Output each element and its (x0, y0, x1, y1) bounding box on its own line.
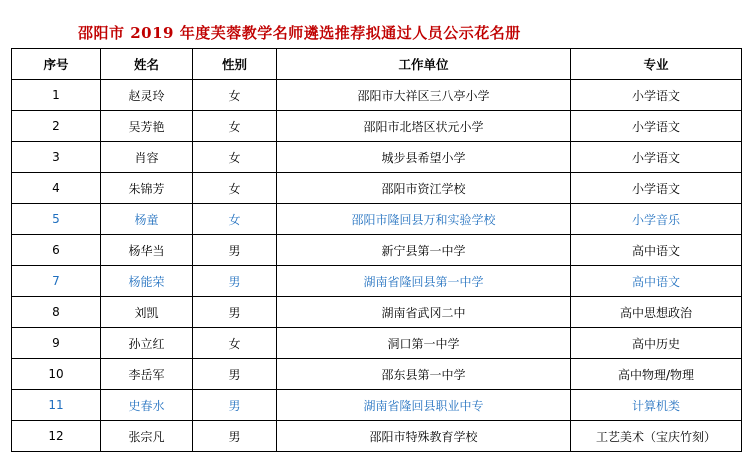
cell-gender: 男 (193, 235, 277, 266)
header-name: 姓名 (101, 49, 193, 80)
cell-major: 小学音乐 (571, 204, 742, 235)
cell-no: 12 (12, 421, 101, 452)
table-row (12, 173, 742, 204)
cell-gender: 男 (193, 297, 277, 328)
cell-major: 工艺美术（宝庆竹刻） (571, 421, 742, 452)
cell-gender: 男 (193, 390, 277, 421)
cell-name: 肖容 (101, 142, 193, 173)
cell-gender: 女 (193, 142, 277, 173)
cell-no: 6 (12, 235, 101, 266)
cell-unit: 邵阳市大祥区三八亭小学 (277, 80, 571, 111)
cell-gender: 女 (193, 328, 277, 359)
cell-major: 小学语文 (571, 80, 742, 111)
table-row (12, 266, 742, 297)
header-no: 序号 (12, 49, 101, 80)
roster-table (11, 48, 742, 452)
cell-major: 小学语文 (571, 142, 742, 173)
cell-unit: 新宁县第一中学 (277, 235, 571, 266)
table-row (12, 390, 742, 421)
table-row (12, 142, 742, 173)
cell-gender: 男 (193, 359, 277, 390)
cell-unit: 邵阳市隆回县万和实验学校 (277, 204, 571, 235)
cell-no: 10 (12, 359, 101, 390)
cell-major: 高中物理/物理 (571, 359, 742, 390)
cell-no: 8 (12, 297, 101, 328)
cell-unit: 邵东县第一中学 (277, 359, 571, 390)
cell-major: 高中历史 (571, 328, 742, 359)
cell-no: 2 (12, 111, 101, 142)
table-row (12, 80, 742, 111)
cell-major: 高中思想政治 (571, 297, 742, 328)
cell-name: 孙立红 (101, 328, 193, 359)
table-row (12, 111, 742, 142)
table-row (12, 328, 742, 359)
cell-name: 刘凯 (101, 297, 193, 328)
cell-name: 赵灵玲 (101, 80, 193, 111)
cell-no: 1 (12, 80, 101, 111)
cell-major: 计算机类 (571, 390, 742, 421)
cell-no: 11 (12, 390, 101, 421)
cell-name: 史春水 (101, 390, 193, 421)
cell-unit: 洞口第一中学 (277, 328, 571, 359)
cell-gender: 女 (193, 111, 277, 142)
cell-no: 9 (12, 328, 101, 359)
cell-unit: 湖南省隆回县第一中学 (277, 266, 571, 297)
header-gender: 性别 (193, 49, 277, 80)
cell-gender: 女 (193, 80, 277, 111)
cell-no: 7 (12, 266, 101, 297)
cell-gender: 女 (193, 173, 277, 204)
table-row (12, 204, 742, 235)
cell-major: 高中语文 (571, 266, 742, 297)
cell-name: 朱锦芳 (101, 173, 193, 204)
cell-gender: 女 (193, 204, 277, 235)
cell-unit: 城步县希望小学 (277, 142, 571, 173)
cell-no: 4 (12, 173, 101, 204)
cell-name: 杨童 (101, 204, 193, 235)
header-row (12, 49, 742, 80)
cell-major: 小学语文 (571, 173, 742, 204)
cell-unit: 邵阳市特殊教育学校 (277, 421, 571, 452)
document-title: 邵阳市 2019 年度芙蓉教学名师遴选推荐拟通过人员公示花名册 (78, 24, 521, 42)
cell-name: 吴芳艳 (101, 111, 193, 142)
table-row (12, 235, 742, 266)
cell-no: 5 (12, 204, 101, 235)
cell-unit: 邵阳市北塔区状元小学 (277, 111, 571, 142)
cell-name: 李岳军 (101, 359, 193, 390)
cell-name: 张宗凡 (101, 421, 193, 452)
cell-no: 3 (12, 142, 101, 173)
cell-major: 高中语文 (571, 235, 742, 266)
cell-name: 杨华当 (101, 235, 193, 266)
table-row (12, 421, 742, 452)
header-unit: 工作单位 (277, 49, 571, 80)
cell-unit: 湖南省隆回县职业中专 (277, 390, 571, 421)
cell-gender: 男 (193, 266, 277, 297)
header-major: 专业 (571, 49, 742, 80)
cell-major: 小学语文 (571, 111, 742, 142)
table-row (12, 297, 742, 328)
cell-unit: 湖南省武冈二中 (277, 297, 571, 328)
cell-name: 杨能荣 (101, 266, 193, 297)
cell-gender: 男 (193, 421, 277, 452)
table-row (12, 359, 742, 390)
cell-unit: 邵阳市资江学校 (277, 173, 571, 204)
